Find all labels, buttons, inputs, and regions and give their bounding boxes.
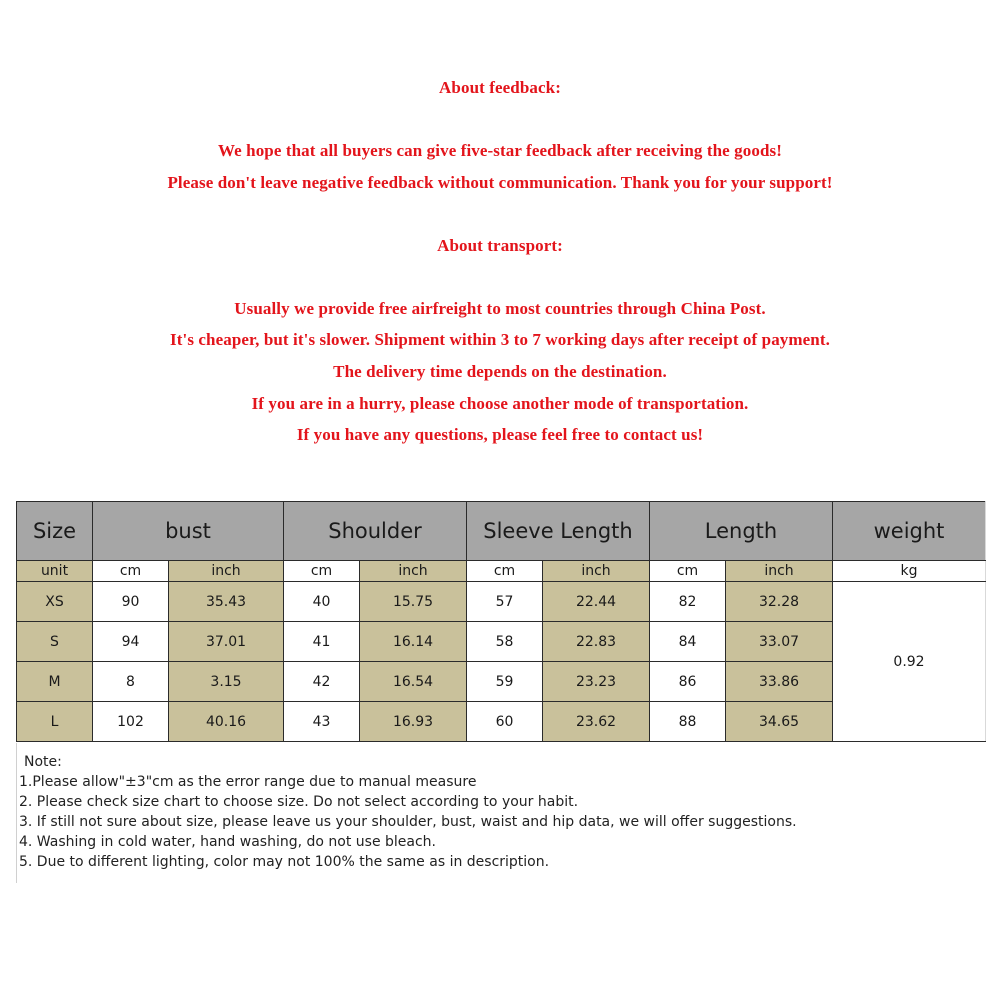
note-item: 5. Due to different lighting, color may not 100% the same as in description. — [19, 854, 550, 870]
size-cell: XS — [17, 582, 93, 622]
notes-section — [16, 743, 797, 883]
shoulder-inch-cell: 16.14 — [360, 622, 467, 662]
header-row — [17, 502, 986, 561]
bust-inch-cell: 40.16 — [169, 702, 284, 742]
bust-inch-cell: 3.15 — [169, 662, 284, 702]
transport-line: If you are in a hurry, please choose another mode of transportation. — [251, 394, 749, 413]
size-cell: S — [17, 622, 93, 662]
header-size: Size — [17, 502, 93, 561]
unit-inch: inch — [360, 561, 467, 582]
transport-heading: About transport: — [437, 236, 563, 255]
note-item: 2. Please check size chart to choose size. Do not select according to your habit. — [19, 794, 579, 810]
feedback-heading: About feedback: — [439, 78, 561, 97]
transport-line: The delivery time depends on the destination. — [333, 362, 667, 381]
unit-label: unit — [17, 561, 93, 582]
transport-line: Usually we provide free airfreight to most countries through China Post. — [234, 299, 766, 318]
shoulder-cm-cell: 43 — [284, 702, 360, 742]
note-item: 1.Please allow"±3"cm as the error range due to manual measure — [19, 774, 477, 790]
shoulder-cm-cell: 42 — [284, 662, 360, 702]
bust-inch-cell: 35.43 — [169, 582, 284, 622]
notes-title: Note: — [24, 754, 62, 770]
header-length: Length — [650, 502, 833, 561]
size-cell: L — [17, 702, 93, 742]
sleeve-cm-cell: 58 — [467, 622, 543, 662]
length-inch-cell: 33.86 — [726, 662, 833, 702]
sleeve-inch-cell: 23.62 — [543, 702, 650, 742]
header-sleeve-length: Sleeve Length — [467, 502, 650, 561]
sleeve-cm-cell: 60 — [467, 702, 543, 742]
note-item: 4. Washing in cold water, hand washing, do not use bleach. — [19, 834, 436, 850]
length-cm-cell: 82 — [650, 582, 726, 622]
shoulder-cm-cell: 40 — [284, 582, 360, 622]
length-cm-cell: 84 — [650, 622, 726, 662]
header-bust: bust — [93, 502, 284, 561]
sleeve-inch-cell: 23.23 — [543, 662, 650, 702]
length-cm-cell: 88 — [650, 702, 726, 742]
table-row — [17, 582, 986, 622]
unit-kg: kg — [833, 561, 986, 582]
weight-cell: 0.92 — [833, 582, 986, 742]
sleeve-inch-cell: 22.44 — [543, 582, 650, 622]
size-chart-table — [16, 501, 986, 742]
unit-cm: cm — [467, 561, 543, 582]
bust-cm-cell: 8 — [93, 662, 169, 702]
unit-inch: inch — [543, 561, 650, 582]
header-shoulder: Shoulder — [284, 502, 467, 561]
feedback-line: We hope that all buyers can give five-star feedback after receiving the goods! — [217, 141, 782, 160]
bust-cm-cell: 102 — [93, 702, 169, 742]
length-cm-cell: 86 — [650, 662, 726, 702]
shoulder-cm-cell: 41 — [284, 622, 360, 662]
unit-row — [17, 561, 986, 582]
bust-inch-cell: 37.01 — [169, 622, 284, 662]
sleeve-cm-cell: 57 — [467, 582, 543, 622]
transport-line: If you have any questions, please feel free to contact us! — [296, 425, 704, 444]
shoulder-inch-cell: 16.93 — [360, 702, 467, 742]
note-item: 3. If still not sure about size, please leave us your shoulder, bust, waist and hip data, we will offer suggestions. — [19, 814, 797, 830]
bust-cm-cell: 94 — [93, 622, 169, 662]
transport-line: It's cheaper, but it's slower. Shipment within 3 to 7 working days after receipt of payment. — [170, 330, 830, 349]
header-weight: weight — [833, 502, 986, 561]
length-inch-cell: 34.65 — [726, 702, 833, 742]
unit-inch: inch — [169, 561, 284, 582]
shoulder-inch-cell: 15.75 — [360, 582, 467, 622]
bust-cm-cell: 90 — [93, 582, 169, 622]
unit-cm: cm — [284, 561, 360, 582]
sleeve-inch-cell: 22.83 — [543, 622, 650, 662]
sleeve-cm-cell: 59 — [467, 662, 543, 702]
size-cell: M — [17, 662, 93, 702]
shoulder-inch-cell: 16.54 — [360, 662, 467, 702]
unit-cm: cm — [93, 561, 169, 582]
unit-inch: inch — [726, 561, 833, 582]
unit-cm: cm — [650, 561, 726, 582]
length-inch-cell: 33.07 — [726, 622, 833, 662]
length-inch-cell: 32.28 — [726, 582, 833, 622]
feedback-line: Please don't leave negative feedback without communication. Thank you for your support! — [167, 173, 833, 192]
